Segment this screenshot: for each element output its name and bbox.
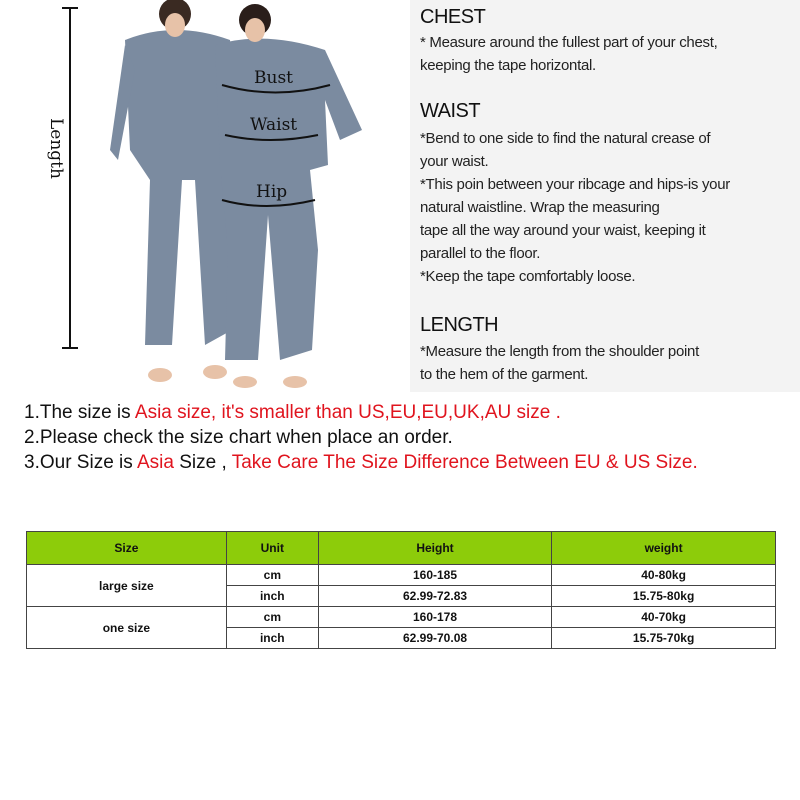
unit-cell: inch	[226, 628, 318, 649]
size-chart-table	[26, 531, 776, 649]
chest-heading: CHEST	[420, 6, 486, 28]
height-cell: 62.99-72.83	[318, 586, 551, 607]
note-3-asia: Asia	[137, 452, 174, 473]
note-3-highlight: Take Care The Size Difference Between EU & US Size.	[231, 452, 698, 473]
weight-cell: 15.75-70kg	[552, 628, 776, 649]
size-cell: one size	[27, 607, 227, 649]
weight-cell: 40-80kg	[552, 565, 776, 586]
measurement-guide	[410, 0, 800, 392]
waist-text: *Bend to one side to find the natural crease of your waist. *This poin between your ribcage and hips-is your natural waistline. Wrap the measuring tape all the way around your waist, keeping it parallel to the floor. *Keep the tape comfortably loose.	[420, 130, 730, 285]
note-2: 2.Please check the size chart when place an order.	[24, 427, 453, 448]
unit-cell: inch	[226, 586, 318, 607]
height-cell: 62.99-70.08	[318, 628, 551, 649]
header-height: Height	[318, 532, 551, 565]
note-1-highlight: Asia size, it's smaller than US,EU,EU,UK,AU size .	[134, 402, 561, 423]
table-row	[27, 607, 776, 628]
note-1	[24, 400, 698, 425]
weight-cell: 40-70kg	[552, 607, 776, 628]
size-cell: large size	[27, 565, 227, 607]
unit-cell: cm	[226, 565, 318, 586]
hip-label: Hip	[256, 182, 288, 202]
table-header-row	[27, 532, 776, 565]
header-size: Size	[27, 532, 227, 565]
length-heading: LENGTH	[420, 314, 499, 336]
size-notes	[24, 400, 698, 475]
length-text: *Measure the length from the shoulder point to the hem of the garment.	[420, 343, 699, 383]
height-cell: 160-178	[318, 607, 551, 628]
note-1-text: 1.The size is	[24, 402, 135, 423]
weight-cell: 15.75-80kg	[552, 586, 776, 607]
length-label: Length	[46, 118, 66, 179]
header-unit: Unit	[226, 532, 318, 565]
model-photo	[0, 0, 410, 395]
bust-label: Bust	[254, 68, 293, 88]
unit-cell: cm	[226, 607, 318, 628]
waist-label: Waist	[250, 115, 298, 135]
waist-heading: WAIST	[420, 100, 481, 122]
header-weight: weight	[552, 532, 776, 565]
note-3-text: 3.Our Size is	[24, 452, 137, 473]
table-row	[27, 565, 776, 586]
note-3	[24, 450, 698, 475]
note-3-size: Size ,	[173, 452, 232, 473]
height-cell: 160-185	[318, 565, 551, 586]
chest-text: * Measure around the fullest part of your chest, keeping the tape horizontal.	[420, 34, 718, 74]
pajama-models-illustration	[0, 0, 410, 395]
